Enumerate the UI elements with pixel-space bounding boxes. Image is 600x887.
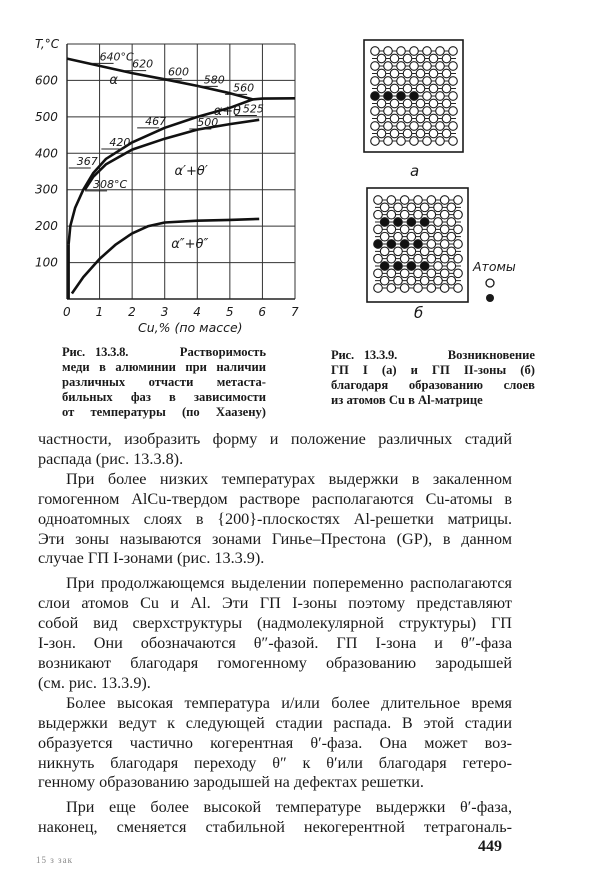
al-atom <box>394 247 403 256</box>
caption-line: бильных фаз в зависимости <box>62 390 266 404</box>
al-atom <box>442 69 451 78</box>
al-atom <box>454 210 463 219</box>
body-line: образуется частично когерентная θ′-фаза. Она может воз- <box>38 733 512 752</box>
cu-atom <box>380 218 389 227</box>
al-atom <box>416 69 425 78</box>
caption-line: Возникновение <box>447 348 535 362</box>
body-line: частности, изобразить форму и положение различных стадий <box>38 430 512 448</box>
al-atom <box>371 47 380 56</box>
cu-atom <box>387 240 396 249</box>
al-atom <box>414 210 423 219</box>
al-atom <box>414 225 423 234</box>
al-atom <box>454 269 463 278</box>
al-atom <box>423 47 432 56</box>
al-atom <box>397 122 406 131</box>
al-atom <box>447 262 456 271</box>
al-atom <box>371 137 380 146</box>
y-tick-label: 100 <box>35 255 58 270</box>
al-atom <box>377 114 386 123</box>
temperature-annotation: 525 <box>242 102 264 116</box>
al-atom <box>374 210 383 219</box>
al-atom <box>423 92 432 101</box>
al-atom <box>429 114 438 123</box>
caption-line: от температуры (по Хаазену) <box>62 405 266 419</box>
cu-atom <box>410 92 419 101</box>
al-atom <box>447 232 456 241</box>
al-atom <box>410 137 419 146</box>
al-atom <box>403 69 412 78</box>
al-atom <box>436 62 445 71</box>
body-line: I-зон. Они обозначаются θ″-фазой. ГП I-зона и θ″-фаза <box>38 634 512 653</box>
al-atom <box>380 203 389 212</box>
al-atom <box>449 92 458 101</box>
body-line: При более низких температурах выдержки в закаленном <box>66 469 512 488</box>
al-atom <box>377 99 386 108</box>
body-line: Более высокая температура и/или более длительное время <box>66 693 512 712</box>
al-atom <box>407 232 416 241</box>
x-tick-label: 3 <box>160 305 169 319</box>
phase-region-label: α″+θ″ <box>171 237 209 252</box>
body-line: выдержки ведут к следующей стадии распада. В этой стадии <box>38 713 512 732</box>
al-atom <box>440 269 449 278</box>
cu-atom <box>397 92 406 101</box>
x-tick-label: 7 <box>291 305 299 319</box>
al-atom <box>384 122 393 131</box>
caption-line: ГП I (а) и ГП II-зоны (б) <box>331 363 535 377</box>
al-atom <box>436 137 445 146</box>
al-atom <box>390 84 399 93</box>
al-atom <box>371 77 380 86</box>
al-atom <box>420 232 429 241</box>
al-atom <box>454 254 463 263</box>
footer-mark: 15 з зак <box>36 855 73 865</box>
caption-line: Растворимость <box>179 345 266 359</box>
al-atom <box>423 137 432 146</box>
al-atom <box>447 276 456 285</box>
al-atom <box>390 54 399 63</box>
al-atom <box>377 129 386 138</box>
al-atom <box>442 114 451 123</box>
body-line: гомогенном AlCu-твердом растворе располагаются Cu-атомы в <box>38 489 512 508</box>
figure-13-3-9-caption <box>331 348 535 408</box>
body-line: никнуть благодаря переходу θ″ к θ′или благодаря гетеро- <box>38 753 512 772</box>
al-atom <box>434 262 443 271</box>
al-atom <box>440 196 449 205</box>
al-atom <box>440 254 449 263</box>
al-atom <box>387 269 396 278</box>
al-atom <box>427 269 436 278</box>
gp1-zone-grid <box>371 47 458 146</box>
al-atom <box>440 284 449 293</box>
al-atom <box>403 129 412 138</box>
al-atom <box>407 203 416 212</box>
phase-region-label: α <box>109 73 118 89</box>
al-atom <box>407 276 416 285</box>
al-atom <box>403 54 412 63</box>
y-tick-label: 300 <box>35 182 58 197</box>
al-atom <box>414 196 423 205</box>
al-atom <box>436 77 445 86</box>
al-atom <box>387 210 396 219</box>
al-atom <box>423 62 432 71</box>
al-atom <box>420 276 429 285</box>
al-atom <box>416 129 425 138</box>
atoms-legend-title: Атомы <box>473 259 516 274</box>
al-atom <box>403 114 412 123</box>
y-tick-label: 200 <box>35 219 58 234</box>
al-atom <box>400 254 409 263</box>
cu-atom <box>400 240 409 249</box>
al-atom <box>410 122 419 131</box>
body-line: При продолжающемся выделении попеременно располагаются <box>66 574 512 593</box>
page-number: 449 <box>478 838 502 855</box>
al-atom <box>377 69 386 78</box>
al-atom <box>377 84 386 93</box>
caption-line: из атомов Cu в Al-матрице <box>331 393 483 407</box>
al-atom <box>429 69 438 78</box>
cu-atom-legend-icon <box>486 294 494 302</box>
al-atom <box>434 232 443 241</box>
caption-line: различных отчасти метаста- <box>62 375 266 389</box>
x-tick-label: 2 <box>128 305 136 319</box>
al-atom <box>449 137 458 146</box>
al-atom <box>371 107 380 116</box>
body-line: наконец, сменяется стабильной некогерентной тетрагональ- <box>38 818 512 837</box>
al-atom <box>434 276 443 285</box>
body-line: генному образованию зародышей на дефектах решетки. <box>38 773 424 792</box>
al-atom <box>436 47 445 56</box>
al-atom <box>397 107 406 116</box>
temperature-annotation: 500 <box>197 115 219 129</box>
al-atom <box>447 218 456 227</box>
al-atom <box>423 107 432 116</box>
al-atom <box>440 240 449 249</box>
body-line: собой вид сверхструктуры (надмолекулярной структуры) ГП <box>38 614 512 633</box>
al-atom <box>434 218 443 227</box>
al-atom-legend-icon <box>486 279 494 287</box>
al-atom <box>390 99 399 108</box>
temperature-annotation: 580 <box>203 73 225 87</box>
al-atom <box>390 69 399 78</box>
phase-region-label: α+θ <box>213 104 241 120</box>
al-atom <box>449 77 458 86</box>
al-atom <box>400 225 409 234</box>
x-tick-label: 0 <box>63 305 71 319</box>
body-line: одноатомных слоях в {200}-плоскостях Al-решетки матрицы. <box>38 509 512 528</box>
cu-atom <box>384 92 393 101</box>
atom-diagrams <box>0 0 600 340</box>
al-atom <box>387 254 396 263</box>
al-atom <box>394 276 403 285</box>
y-tick-label: 600 <box>35 73 58 88</box>
al-atom <box>384 137 393 146</box>
al-atom <box>380 276 389 285</box>
al-atom <box>449 122 458 131</box>
body-text <box>38 430 512 838</box>
al-atom <box>407 247 416 256</box>
cu-atom <box>407 262 416 271</box>
al-atom <box>427 210 436 219</box>
cu-atom <box>420 218 429 227</box>
y-tick-label: 400 <box>35 146 58 161</box>
al-atom <box>397 47 406 56</box>
al-atom <box>387 225 396 234</box>
caption-line: благодаря образованию слоев <box>331 378 535 392</box>
al-atom <box>440 225 449 234</box>
al-atom <box>449 47 458 56</box>
al-atom <box>420 247 429 256</box>
al-atom <box>384 107 393 116</box>
al-atom <box>436 122 445 131</box>
al-atom <box>416 99 425 108</box>
al-atom <box>427 240 436 249</box>
cu-atom <box>394 262 403 271</box>
y-axis-label: T,°C <box>35 37 60 51</box>
al-atom <box>429 99 438 108</box>
al-atom <box>371 122 380 131</box>
al-atom <box>374 225 383 234</box>
al-atom <box>442 84 451 93</box>
cu-atom <box>420 262 429 271</box>
al-atom <box>429 84 438 93</box>
temperature-annotation: 420 <box>109 136 131 149</box>
al-atom <box>447 247 456 256</box>
al-atom <box>434 247 443 256</box>
temperature-annotation: 308°C <box>93 177 128 191</box>
temperature-annotation: 600 <box>167 65 189 79</box>
al-atom <box>442 99 451 108</box>
al-atom <box>442 54 451 63</box>
al-atom <box>400 284 409 293</box>
x-tick-label: 4 <box>193 305 201 319</box>
al-atom <box>440 210 449 219</box>
figure-13-3-8-caption <box>62 345 266 420</box>
al-atom <box>449 62 458 71</box>
cu-atom <box>414 240 423 249</box>
body-line: При еще более высокой температуре выдержки θ′-фаза, <box>66 798 512 817</box>
al-atom <box>427 284 436 293</box>
al-atom <box>410 107 419 116</box>
body-line: распада (рис. 13.3.8). <box>38 449 184 468</box>
caption-number: Рис. 13.3.8. <box>62 345 129 359</box>
al-atom <box>410 77 419 86</box>
al-atom <box>400 210 409 219</box>
al-atom <box>371 62 380 71</box>
caption-number: Рис. 13.3.9. <box>331 348 398 362</box>
al-atom <box>427 225 436 234</box>
al-atom <box>447 203 456 212</box>
cu-atom <box>407 218 416 227</box>
al-atom <box>414 269 423 278</box>
al-atom <box>374 269 383 278</box>
al-atom <box>429 54 438 63</box>
al-atom <box>380 247 389 256</box>
cu-atom <box>380 262 389 271</box>
al-atom <box>397 62 406 71</box>
al-atom <box>394 203 403 212</box>
al-atom <box>423 77 432 86</box>
al-atom <box>416 84 425 93</box>
al-atom <box>436 92 445 101</box>
al-atom <box>400 196 409 205</box>
al-atom <box>387 284 396 293</box>
al-atom <box>403 84 412 93</box>
al-atom <box>423 122 432 131</box>
x-tick-label: 6 <box>258 305 267 319</box>
x-tick-label: 1 <box>95 305 104 319</box>
al-atom <box>397 77 406 86</box>
body-line: возникают благодаря гомогенному образованию зародышей <box>38 653 512 672</box>
al-atom <box>403 99 412 108</box>
al-atom <box>434 203 443 212</box>
al-atom <box>449 107 458 116</box>
al-atom <box>454 225 463 234</box>
al-atom <box>374 196 383 205</box>
cu-atom <box>394 218 403 227</box>
cu-atom <box>374 240 383 249</box>
body-line: слои атомов Cu и Al. Эти ГП I-зоны поэтому представляют <box>38 594 512 613</box>
al-atom <box>454 284 463 293</box>
x-tick-label: 5 <box>225 305 234 319</box>
al-atom <box>380 232 389 241</box>
gp2-zone-grid <box>374 196 463 293</box>
al-atom <box>442 129 451 138</box>
grid-b-label: б <box>414 304 424 322</box>
al-atom <box>427 254 436 263</box>
al-atom <box>410 62 419 71</box>
al-atom <box>420 203 429 212</box>
grid-a-label: а <box>410 162 420 180</box>
al-atom <box>400 269 409 278</box>
al-atom <box>390 114 399 123</box>
temperature-annotation: 467 <box>145 114 167 128</box>
al-atom <box>374 284 383 293</box>
al-atom <box>436 107 445 116</box>
temperature-annotation: 640°C <box>99 50 134 64</box>
caption-line: меди в алюминии при наличии <box>62 360 266 374</box>
al-atom <box>394 232 403 241</box>
al-atom <box>384 77 393 86</box>
al-atom <box>414 284 423 293</box>
al-atom <box>390 129 399 138</box>
al-atom <box>384 47 393 56</box>
al-atom <box>387 196 396 205</box>
temperature-annotation: 367 <box>76 154 98 168</box>
al-atom <box>414 254 423 263</box>
al-atom <box>416 114 425 123</box>
al-atom <box>374 254 383 263</box>
al-atom <box>429 129 438 138</box>
al-atom <box>384 62 393 71</box>
al-atom <box>454 196 463 205</box>
al-atom <box>427 196 436 205</box>
x-axis-label: Cu,% (по массе) <box>138 320 243 335</box>
temperature-annotation: 620 <box>132 57 154 71</box>
al-atom <box>377 54 386 63</box>
body-line: (см. рис. 13.3.9). <box>38 673 151 692</box>
phase-region-label: α′+θ′ <box>174 164 208 180</box>
body-line: случае ГП I-зонами (рис. 13.3.9). <box>38 549 265 568</box>
body-line: Эти зоны называются зонами Гинье–Престона (GP), в данном <box>38 529 512 548</box>
al-atom <box>416 54 425 63</box>
al-atom <box>454 240 463 249</box>
al-atom <box>410 47 419 56</box>
y-tick-label: 500 <box>35 109 58 124</box>
cu-atom <box>371 92 380 101</box>
al-atom <box>397 137 406 146</box>
temperature-annotation: 560 <box>233 81 255 95</box>
